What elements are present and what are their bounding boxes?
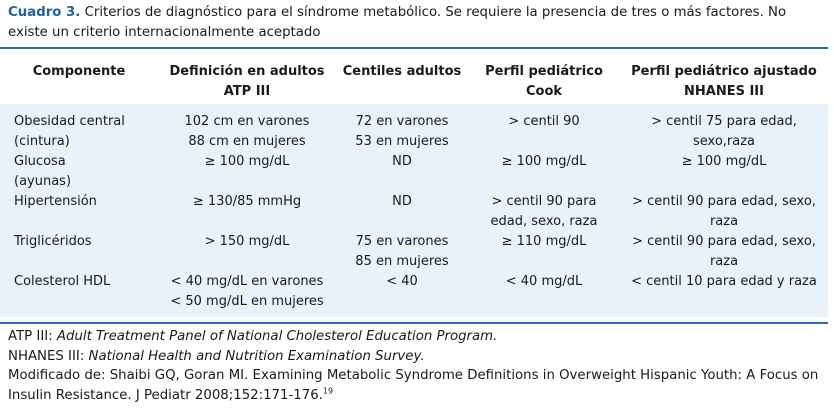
table-cell (158, 104, 336, 152)
table-cell (620, 232, 828, 272)
cell-line: < 40 mg/dL en varones (170, 274, 324, 289)
row-component (0, 232, 158, 272)
caption-label: Cuadro 3. (8, 5, 81, 20)
cell-line: > centil 75 para edad, (651, 114, 797, 129)
criteria-table (0, 49, 828, 317)
header-line: Definición en adultos (169, 64, 325, 79)
table-row (0, 104, 828, 152)
cell-line: ND (392, 154, 412, 169)
cell-line: 53 en mujeres (355, 134, 449, 149)
table-footnotes (8, 327, 830, 405)
cell-line: < centil 10 para edad y raza (631, 274, 817, 289)
cell-line: 75 en varones (355, 234, 449, 249)
cell-line: ND (392, 194, 412, 209)
cell-line: ≥ 100 mg/dL (204, 154, 290, 169)
cell-line: Hipertensión (14, 194, 97, 209)
table-row (0, 152, 828, 192)
table-row (0, 192, 828, 232)
header-line: NHANES III (684, 84, 764, 99)
cell-line: < 40 (386, 274, 418, 289)
header-definicion-adultos (158, 49, 336, 104)
footnote-nhanes (8, 347, 830, 367)
table-cell (468, 192, 620, 232)
row-component (0, 104, 158, 152)
footnote-atp (8, 327, 830, 347)
header-line: Perfil pediátrico (485, 64, 603, 79)
cell-line: 72 en varones (355, 114, 449, 129)
cell-line: ≥ 100 mg/dL (501, 154, 587, 169)
cell-line: edad, sexo, raza (490, 214, 598, 229)
footnote-atp-abbr: ATP III: (8, 329, 53, 344)
header-line: Perfil pediátrico ajustado (631, 64, 817, 79)
cell-line: (cintura) (14, 134, 70, 149)
table-header (0, 49, 828, 104)
cell-line: (ayunas) (14, 174, 72, 189)
row-component (0, 192, 158, 232)
header-row (0, 49, 828, 104)
table-bottom-rule (0, 322, 828, 324)
header-line: Componente (32, 64, 126, 79)
cell-line: raza (709, 254, 739, 269)
footnote-nhanes-full: National Health and Nutrition Examination Survey. (88, 348, 425, 364)
table-cell (468, 272, 620, 317)
cell-line: 102 cm en varones (184, 114, 310, 129)
cell-line: < 50 mg/dL en mujeres (170, 294, 324, 309)
footnote-reference: 19 (322, 386, 334, 396)
table-cell (620, 272, 828, 317)
cell-line: ≥ 130/85 mmHg (192, 194, 302, 209)
cell-line: 88 cm en mujeres (188, 134, 306, 149)
header-line: Cook (525, 84, 563, 99)
header-perfil-pediatrico (468, 49, 620, 104)
cell-line: Glucosa (14, 154, 66, 169)
cell-line: ≥ 100 mg/dL (681, 154, 767, 169)
table-cell (468, 232, 620, 272)
cell-line: raza (709, 214, 739, 229)
cell-line: ≥ 110 mg/dL (501, 234, 587, 249)
table-cell (158, 192, 336, 232)
table-cell (468, 152, 620, 192)
cell-line: Colesterol HDL (14, 274, 111, 289)
cell-line: sexo,raza (692, 134, 756, 149)
table-caption (8, 3, 828, 43)
row-component (0, 152, 158, 192)
cell-line: > centil 90 para edad, sexo, (632, 234, 816, 249)
table-cell (158, 272, 336, 317)
table-cell (336, 232, 468, 272)
footnote-source (8, 366, 830, 405)
header-componente (0, 49, 158, 104)
cell-line: > centil 90 para edad, sexo, (632, 194, 816, 209)
cell-line: Triglicéridos (14, 234, 92, 249)
table-cell (620, 192, 828, 232)
caption-text: Criterios de diagnóstico para el síndrome metabólico. Se requiere la presencia de tres o más factores. No existe un criterio internacionalmente aceptado (8, 5, 787, 40)
cell-line: 85 en mujeres (355, 254, 449, 269)
table-cell (158, 232, 336, 272)
table-cell (620, 152, 828, 192)
footnote-nhanes-abbr: NHANES III: (8, 348, 85, 364)
table-cell (336, 192, 468, 232)
table-row (0, 272, 828, 317)
cell-line: > centil 90 (508, 114, 580, 129)
footnote-source-text: Modificado de: Shaibi GQ, Goran MI. Examining Metabolic Syndrome Definitions in Overweight Hispanic Youth: A Focus on Insulin Resistance. J Pediatr 2008;152:171-176. (8, 368, 819, 403)
table-body (0, 104, 828, 317)
table-cell (468, 104, 620, 152)
table-cell (336, 272, 468, 317)
row-component (0, 272, 158, 317)
header-line: ATP III (223, 84, 271, 99)
footnote-atp-full: Adult Treatment Panel of National Cholesterol Education Program. (56, 329, 498, 344)
table-cell (336, 152, 468, 192)
cell-line: > 150 mg/dL (204, 234, 290, 249)
cell-line: > centil 90 para (491, 194, 597, 209)
header-line: Centiles adultos (342, 64, 462, 79)
table-cell (620, 104, 828, 152)
table-cell (158, 152, 336, 192)
table-row (0, 232, 828, 272)
header-centiles-adultos (336, 49, 468, 104)
cell-line: Obesidad central (14, 114, 125, 129)
header-perfil-ajustado (620, 49, 828, 104)
table-cell (336, 104, 468, 152)
cell-line: < 40 mg/dL (505, 274, 583, 289)
